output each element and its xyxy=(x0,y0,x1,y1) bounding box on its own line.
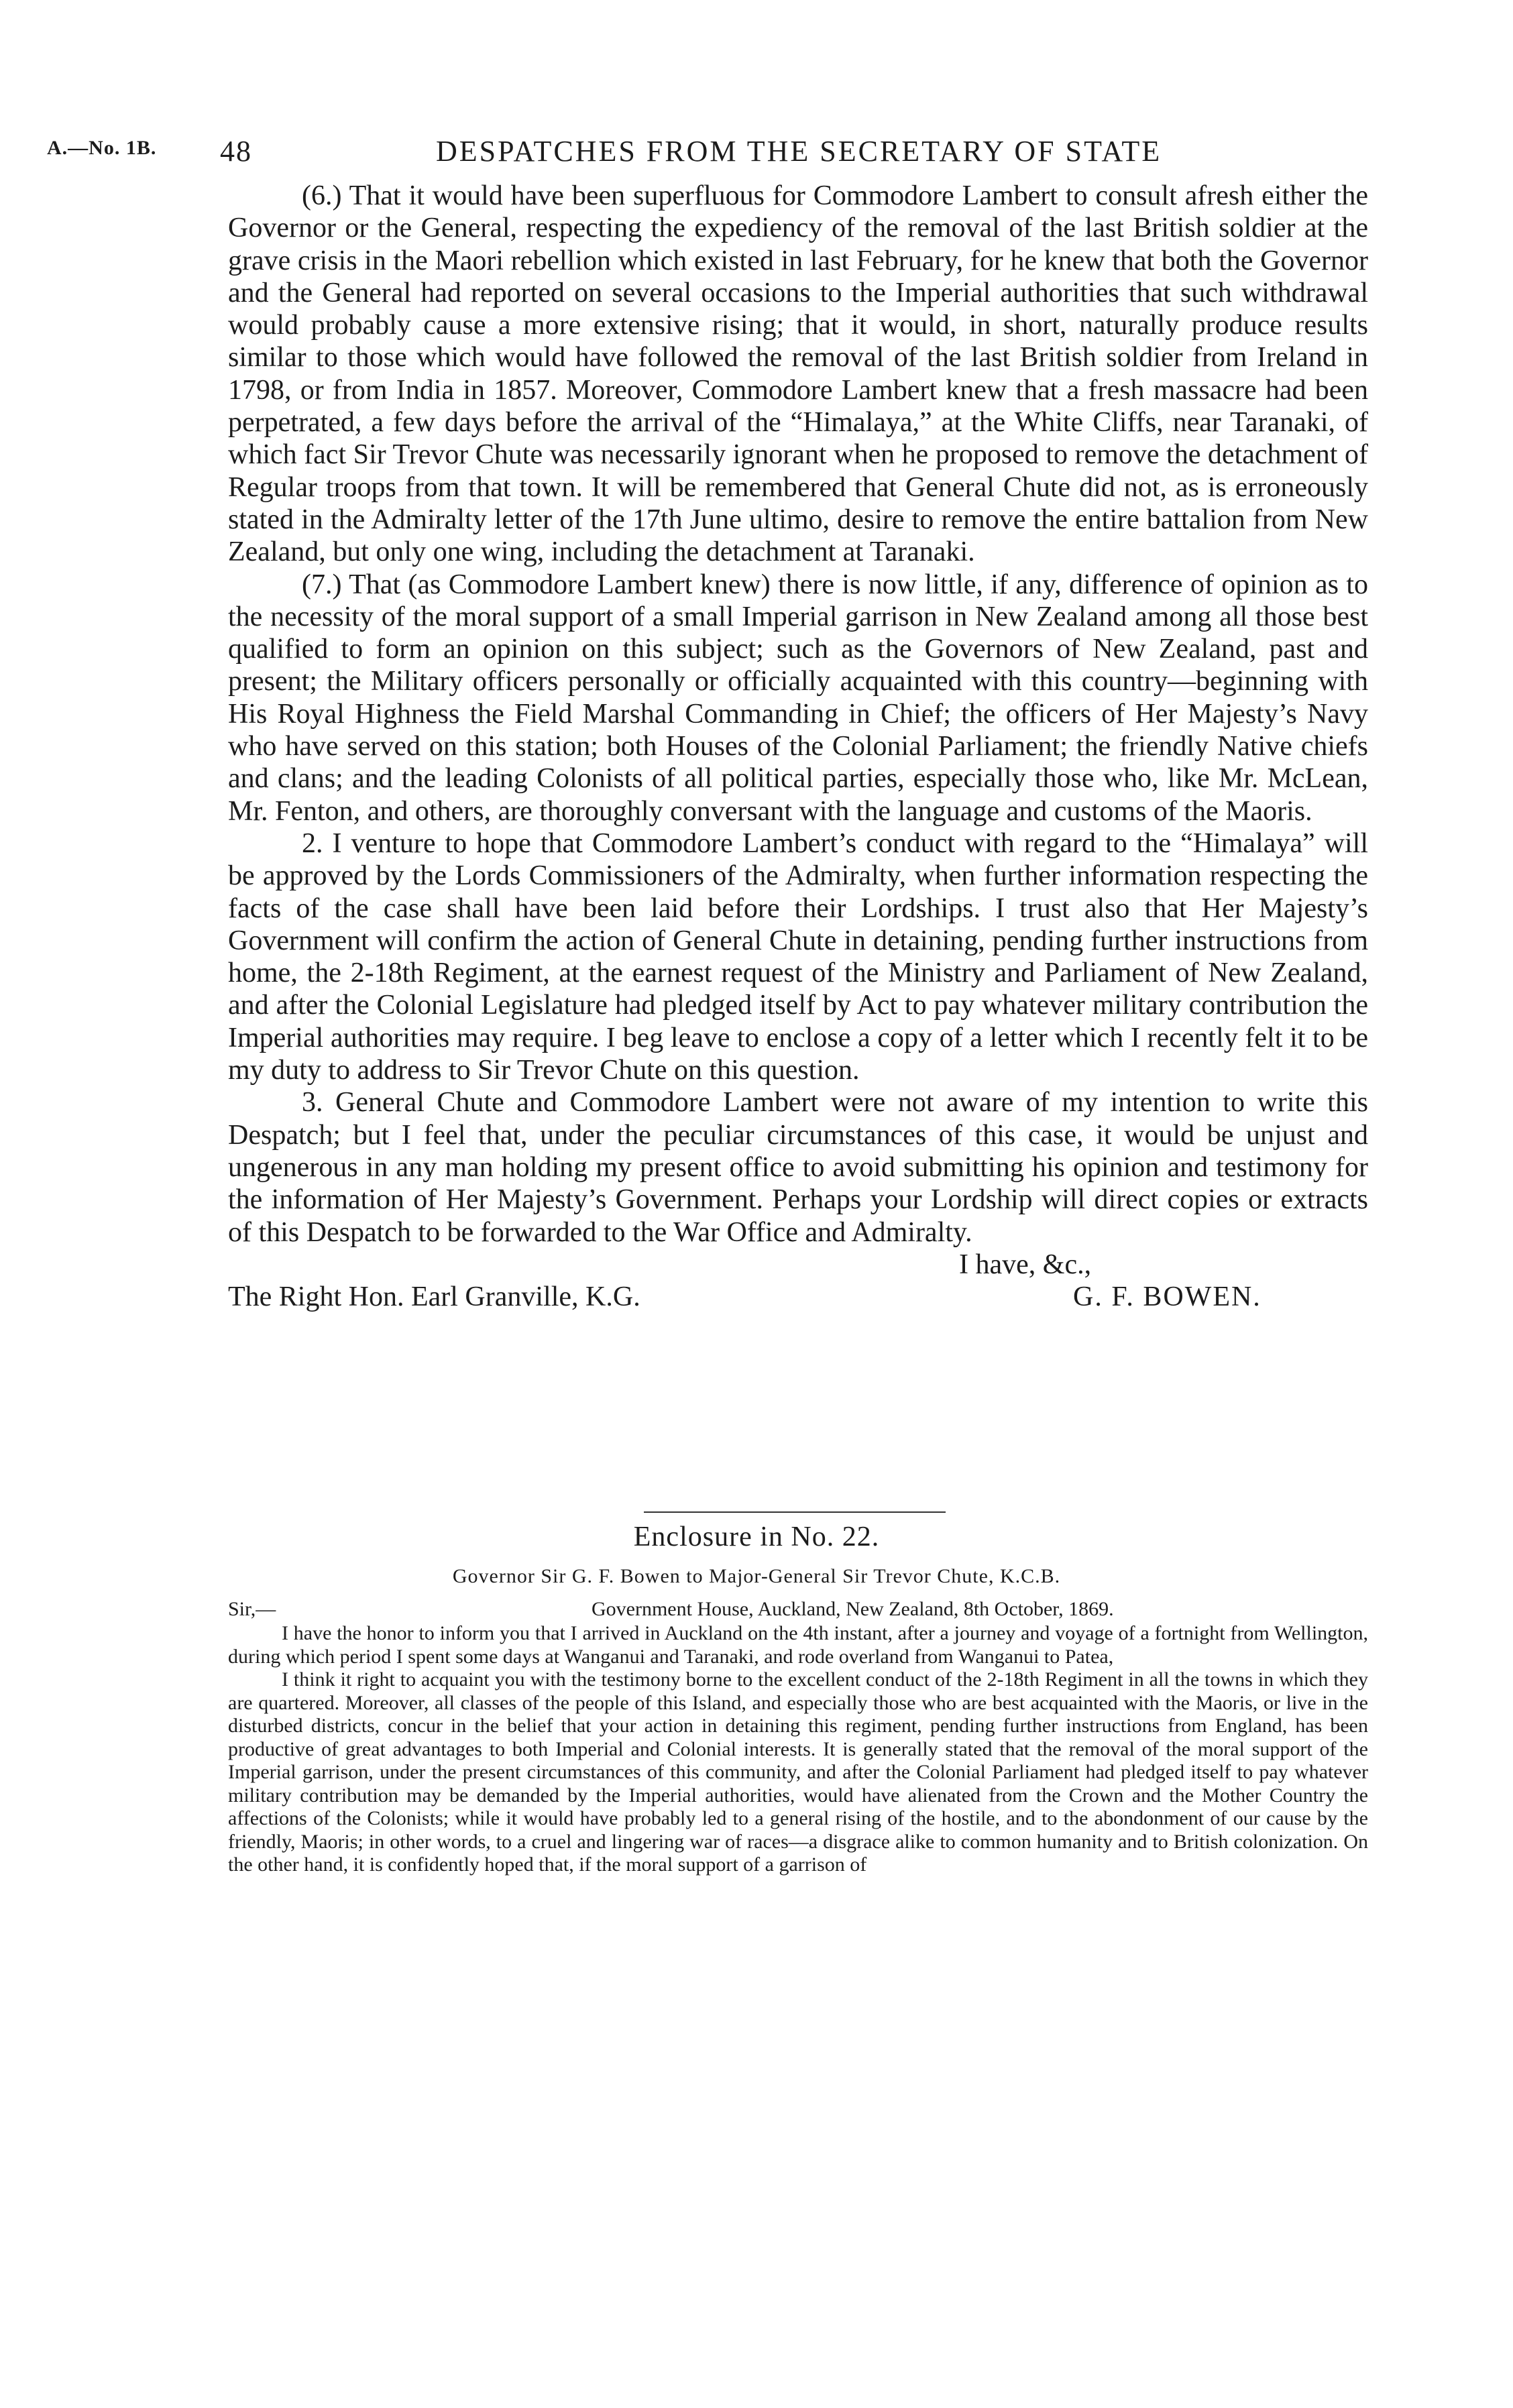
signature: G. F. BOWEN. xyxy=(1073,1281,1262,1312)
letter-paragraph-1: I have the honor to inform you that I arrived in Auckland on the 4th instant, after a journey and voyage of a fortnight from Wellington, during which period I spent some days at Wanganui and Taranaki, and rode overland from Wanganui to Patea, xyxy=(228,1622,1368,1668)
enclosure-letter xyxy=(228,1622,1368,1877)
addressee: The Right Hon. Earl Granville, K.G. xyxy=(228,1281,640,1312)
enclosure-subtitle: Governor Sir G. F. Bowen to Major-General Sir Trevor Chute, K.C.B. xyxy=(452,1565,1061,1587)
despatch-body xyxy=(228,180,1368,1313)
letter-paragraph-2: I think it right to acquaint you with the testimony borne to the excellent conduct of the 2-18th Regiment in all the towns in which they are quartered. Moreover, all classes of the people of this Island, and especially those who are best acquainted with the Maoris, or live in the disturbed districts, concur in the belief that your action in detaining this regiment, pending further instructions from England, has been productive of great advantages to both Imperial and Colonial interests. It is generally stated that the removal of the moral support of the Imperial garrison, under the present circumstances of this community, and after the Colonial Parliament had pledged itself to pay whatever military contribution may be demanded by the Imperial authorities, would have alienated from the Crown and the Mother Country the affections of the Colonists; while it would have probably led to a general rising of the hostile, and to the abondonment of our cause by the friendly, Maoris; in other words, to a cruel and lingering war of races—a disgrace alike to common humanity and to British colonization. On the other hand, it is confidently hoped that, if the moral support of a garrison of xyxy=(228,1668,1368,1876)
closing-block xyxy=(228,1249,1368,1313)
section-divider xyxy=(644,1511,946,1513)
paragraph-3: 3. General Chute and Commodore Lambert were not aware of my intention to write this Despatch; but I feel that, under the peculiar circumstances of this case, it would be unjust and ungenerous in any man holding my present office to avoid submitting his opinion and testimony for the information of Her Majesty’s Government. Perhaps your Lordship will direct copies or extracts of this Despatch to be forwarded to the War Office and Admiralty. xyxy=(228,1087,1368,1248)
enclosure-title: Enclosure in No. 22. xyxy=(633,1522,880,1552)
document-reference: A.—No. 1B. xyxy=(47,137,157,159)
page-number: 48 xyxy=(220,135,252,168)
paragraph-6: (6.) That it would have been superfluous for Commodore Lambert to consult afresh either the Governor or the General, respecting the expediency of the removal of the last British soldier at the grave crisis in the Maori rebellion which existed in last February, for he knew that both the Governor and the General had reported on several occasions to the Imperial authorities that such withdrawal would probably cause a more extensive rising; that it would, in short, naturally produce results similar to those which would have followed the removal of the last British soldier from Ireland in 1798, or from India in 1857. Moreover, Commodore Lambert knew that a fresh massacre had been perpetrated, a few days before the arrival of the “Himalaya,” at the White Cliffs, near Taranaki, of which fact Sir Trevor Chute was necessarily ignorant when he proposed to remove the detachment of Regular troops from that town. It will be remembered that General Chute did not, as is erroneously stated in the Admiralty letter of the 17th June ultimo, desire to remove the entire battalion from New Zealand, but only one wing, including the detachment at Taranaki. xyxy=(228,180,1368,568)
letter-dateline: Government House, Auckland, New Zealand, 8th October, 1869. xyxy=(592,1598,1114,1620)
paragraph-7: (7.) That (as Commodore Lambert knew) there is now little, if any, difference of opinion as to the necessity of the moral support of a small Imperial garrison in New Zealand among all those best qualified to form an opinion on this subject; such as the Governors of New Zealand, past and present; the Military officers personally or officially acquainted with this country—beginning with His Royal Highness the Field Marshal Commanding in Chief; the officers of Her Majesty’s Navy who have served on this station; both Houses of the Colonial Parliament; the friendly Native chiefs and clans; and the leading Colonists of all political parties, especially those who, like Mr. McLean, Mr. Fenton, and others, are thoroughly conversant with the language and customs of the Maoris. xyxy=(228,569,1368,827)
salutation: I have, &c., xyxy=(959,1249,1092,1280)
running-title: DESPATCHES FROM THE SECRETARY OF STATE xyxy=(436,135,1162,168)
paragraph-2: 2. I venture to hope that Commodore Lambert’s conduct with regard to the “Himalaya” will be approved by the Lords Commissioners of the Admiralty, when further information respecting the facts of the case shall have been laid before their Lordships. I trust also that Her Majesty’s Government will confirm the action of General Chute in detaining, pending further instructions from home, the 2-18th Regiment, at the earnest request of the Ministry and Parliament of New Zealand, and after the Colonial Legislature had pledged itself by Act to pay whatever military contribution the Imperial authorities may require. I beg leave to enclose a copy of a letter which I recently felt it to be my duty to address to Sir Trevor Chute on this question. xyxy=(228,827,1368,1086)
page-header xyxy=(47,134,1388,174)
letter-salutation: Sir,— xyxy=(228,1598,276,1620)
